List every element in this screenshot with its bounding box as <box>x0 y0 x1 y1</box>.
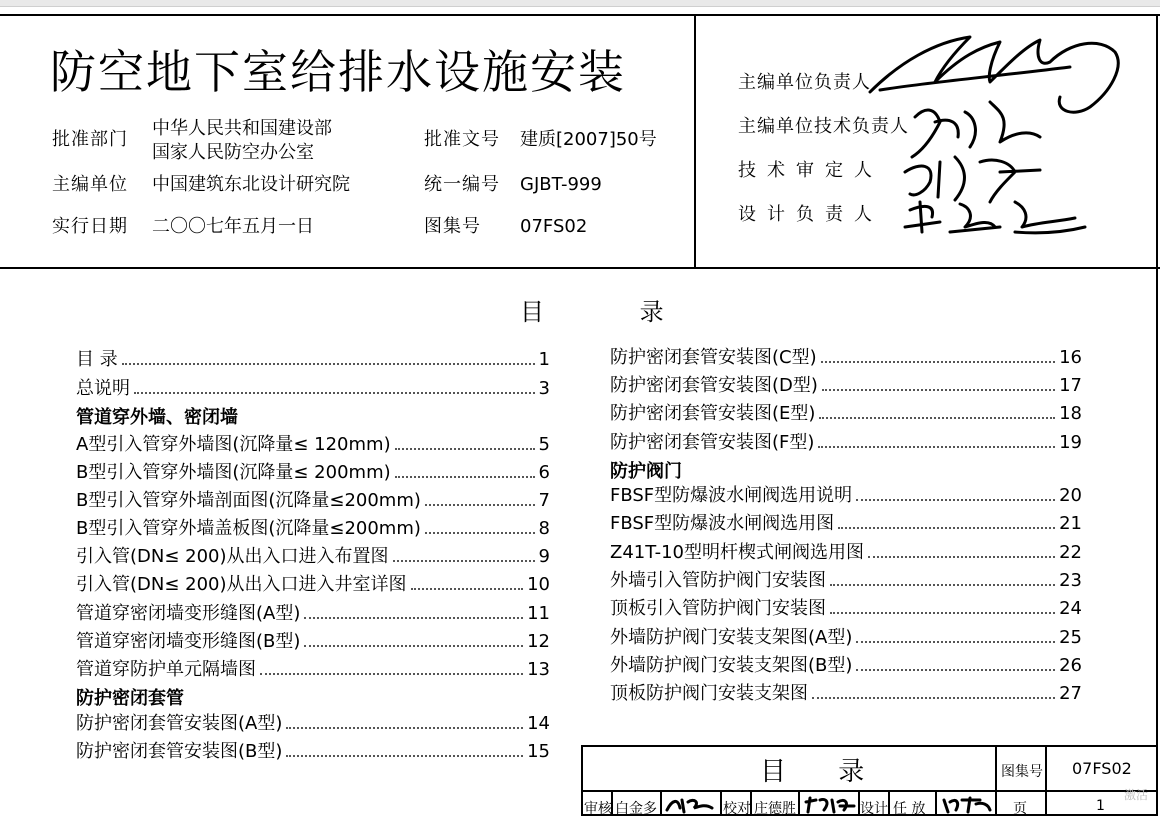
page-label: 页 <box>1013 801 1027 817</box>
toc-entry[interactable] <box>76 458 550 484</box>
approval-dept-line2: 国家人民防空办公室 <box>152 142 314 163</box>
toc-entry-label: 外墙防护阀门安装支架图(A型) <box>610 627 853 648</box>
atlas-title: 防空地下室给排水设施安装 <box>50 45 626 99</box>
leader-dots <box>395 476 535 478</box>
leader-dots <box>868 556 1055 558</box>
toc-entry[interactable] <box>76 570 550 596</box>
approval-no: 建质[2007]50号 <box>520 129 657 150</box>
leader-dots <box>818 446 1055 448</box>
atlas-no-label: 图集号 <box>424 216 481 237</box>
checker-name: 庄德胜 <box>754 801 796 817</box>
toc-entry[interactable] <box>610 679 1082 705</box>
leader-dots <box>838 527 1055 529</box>
toc-entry-page: 6 <box>538 462 550 483</box>
leader-dots <box>822 389 1055 391</box>
designer-name: 任 放 <box>893 801 926 817</box>
design-label: 设计 <box>860 801 888 817</box>
toc-heading: 目 录 <box>520 298 708 326</box>
leader-dots <box>830 612 1055 614</box>
toc-entry[interactable] <box>610 481 1082 507</box>
toc-entry-label: B型引入管穿外墙剖面图(沉降量≤200mm) <box>76 490 421 511</box>
toc-entry-label: 引入管(DN≤ 200)从出入口进入井室详图 <box>76 574 407 595</box>
toc-section-pipe-through-wall: 管道穿外墙、密闭墙 <box>76 407 238 428</box>
watermark: 激活 <box>1124 788 1149 802</box>
toc-entry-label: 管道穿密闭墙变形缝图(A型) <box>76 603 301 624</box>
toc-entry-label: 防护密闭套管安装图(F型) <box>610 432 815 453</box>
editor-unit-label: 主编单位 <box>52 174 128 195</box>
approval-no-label: 批准文号 <box>424 129 500 150</box>
leader-dots <box>286 727 523 729</box>
toc-entry-page: 19 <box>1059 432 1082 453</box>
toc-entry-page: 16 <box>1059 347 1082 368</box>
leader-dots <box>260 673 523 675</box>
toc-entry[interactable] <box>76 737 550 763</box>
title-block-atlas-label: 图集号 <box>1001 764 1043 780</box>
check-label: 校对 <box>723 801 751 817</box>
leader-dots <box>393 560 535 562</box>
toc-entry-page: 14 <box>527 713 550 734</box>
leader-dots <box>819 417 1055 419</box>
toc-entry-label: FBSF型防爆波水闸阀选用说明 <box>610 485 853 506</box>
toc-entry[interactable] <box>610 343 1082 369</box>
unified-no: GJBT-999 <box>520 174 602 195</box>
toc-entry-label: 管道穿密闭墙变形缝图(B型) <box>76 631 301 652</box>
toc-entry-label: 防护密闭套管安装图(B型) <box>76 741 283 762</box>
reviewer-name: 白金多 <box>615 801 657 817</box>
toc-section-protective-sleeve: 防护密闭套管 <box>76 688 184 709</box>
toc-entry[interactable] <box>76 709 550 735</box>
right-border <box>1156 14 1158 816</box>
toc-entry-label: Z41T-10型明杆楔式闸阀选用图 <box>610 542 864 563</box>
title-block-cell-sep <box>935 792 937 816</box>
toc-entry[interactable] <box>76 345 550 371</box>
toc-entry[interactable] <box>610 566 1082 592</box>
leader-dots <box>411 588 524 590</box>
toc-entry[interactable] <box>76 542 550 568</box>
toc-entry-page: 23 <box>1059 570 1082 591</box>
toc-entry[interactable] <box>610 509 1082 535</box>
leader-dots <box>856 641 1055 643</box>
top-strip <box>0 0 1160 7</box>
toc-entry[interactable] <box>76 374 550 400</box>
unified-no-label: 统一编号 <box>424 174 500 195</box>
toc-entry-page: 11 <box>527 603 550 624</box>
review-label: 审核 <box>584 801 612 817</box>
signature-design-head <box>905 202 1085 233</box>
toc-entry-page: 17 <box>1059 375 1082 396</box>
title-block-title: 目 录 <box>760 757 887 787</box>
toc-entry-page: 3 <box>538 378 550 399</box>
handwritten-signatures <box>840 22 1140 242</box>
toc-entry-page: 27 <box>1059 683 1082 704</box>
title-block-cell-sep <box>888 792 890 816</box>
toc-entry-page: 5 <box>538 434 550 455</box>
title-block-cell-sep <box>660 792 662 816</box>
toc-entry-page: 22 <box>1059 542 1082 563</box>
editor-unit: 中国建筑东北设计研究院 <box>152 174 350 195</box>
checker-signature <box>802 794 858 816</box>
toc-entry-page: 25 <box>1059 627 1082 648</box>
design-head-label: 设计负责人 <box>738 204 883 225</box>
title-block-vline <box>995 745 997 816</box>
toc-entry-label: B型引入管穿外墙图(沉降量≤ 200mm) <box>76 462 391 483</box>
toc-entry-label: 目 录 <box>76 349 118 370</box>
toc-entry[interactable] <box>76 430 550 456</box>
toc-entry-page: 9 <box>538 546 550 567</box>
signature-reviewer <box>905 157 1040 202</box>
toc-entry-label: 防护密闭套管安装图(C型) <box>610 347 817 368</box>
leader-dots <box>856 669 1055 671</box>
toc-entry-page: 7 <box>538 490 550 511</box>
leader-dots <box>395 448 535 450</box>
toc-entry-label: 防护密闭套管安装图(A型) <box>76 713 283 734</box>
leader-dots <box>304 645 523 647</box>
toc-entry[interactable] <box>76 514 550 540</box>
leader-dots <box>304 617 523 619</box>
toc-entry-label: 顶板防护阀门安装支架图 <box>610 683 808 704</box>
atlas-no: 07FS02 <box>520 216 588 237</box>
leader-dots <box>425 504 535 506</box>
toc-entry-page: 26 <box>1059 655 1082 676</box>
chief-unit-head-label: 主编单位负责人 <box>738 72 871 93</box>
tech-reviewer-label: 技术审定人 <box>738 160 883 181</box>
page-number: 1 <box>1096 798 1105 814</box>
toc-entry-label: 顶板引入管防护阀门安装图 <box>610 598 826 619</box>
toc-entry[interactable] <box>610 651 1082 677</box>
reviewer-signature <box>664 794 718 816</box>
toc-entry-label: 总说明 <box>76 378 130 399</box>
toc-entry-label: 管道穿防护单元隔墙图 <box>76 659 256 680</box>
toc-entry-page: 12 <box>527 631 550 652</box>
leader-dots <box>425 532 535 534</box>
toc-entry-page: 15 <box>527 741 550 762</box>
leader-dots <box>812 697 1055 699</box>
leader-dots <box>821 361 1055 363</box>
title-block-vline <box>1045 745 1047 816</box>
leader-dots <box>830 584 1055 586</box>
approval-dept-line1: 中华人民共和国建设部 <box>152 118 332 139</box>
toc-entry-page: 10 <box>527 574 550 595</box>
title-block-cell-sep <box>798 792 800 816</box>
toc-entry-label: 防护密闭套管安装图(D型) <box>610 375 818 396</box>
toc-entry-page: 20 <box>1059 485 1082 506</box>
toc-entry-page: 13 <box>527 659 550 680</box>
effective-date-label: 实行日期 <box>52 216 128 237</box>
approval-dept-label: 批准部门 <box>52 129 128 150</box>
signature-tech-head <box>912 102 1040 157</box>
toc-entry[interactable] <box>610 594 1082 620</box>
toc-entry[interactable] <box>610 623 1082 649</box>
toc-entry[interactable] <box>610 428 1082 454</box>
toc-entry-page: 21 <box>1059 513 1082 534</box>
toc-entry[interactable] <box>610 371 1082 397</box>
toc-entry-label: 引入管(DN≤ 200)从出入口进入布置图 <box>76 546 389 567</box>
toc-entry[interactable] <box>610 538 1082 564</box>
header-divider <box>694 14 696 269</box>
title-block-cell-sep <box>720 792 722 816</box>
toc-entry-label: 外墙引入管防护阀门安装图 <box>610 570 826 591</box>
title-block-atlas-no: 07FS02 <box>1072 759 1132 778</box>
toc-entry-page: 18 <box>1059 403 1082 424</box>
leader-dots <box>286 755 523 757</box>
toc-entry[interactable] <box>76 599 550 625</box>
leader-dots <box>856 499 1055 501</box>
toc-entry[interactable] <box>76 486 550 512</box>
title-block-divider <box>581 790 1158 792</box>
toc-entry-page: 24 <box>1059 598 1082 619</box>
toc-entry-label: FBSF型防爆波水闸阀选用图 <box>610 513 835 534</box>
designer-signature <box>940 794 994 816</box>
effective-date: 二〇〇七年五月一日 <box>152 216 314 237</box>
toc-entry[interactable] <box>610 399 1082 425</box>
leader-dots <box>134 392 535 394</box>
toc-entry-label: A型引入管穿外墙图(沉降量≤ 120mm) <box>76 434 391 455</box>
toc-entry-label: 外墙防护阀门安装支架图(B型) <box>610 655 853 676</box>
toc-entry-page: 1 <box>538 349 550 370</box>
toc-entry[interactable] <box>76 627 550 653</box>
toc-entry-label: B型引入管穿外墙盖板图(沉降量≤200mm) <box>76 518 421 539</box>
toc-entry-label: 防护密闭套管安装图(E型) <box>610 403 816 424</box>
toc-entry[interactable] <box>76 655 550 681</box>
toc-entry-page: 8 <box>538 518 550 539</box>
chief-unit-tech-head-label: 主编单位技术负责人 <box>738 116 909 137</box>
toc-section-protective-valve: 防护阀门 <box>610 461 682 482</box>
leader-dots <box>122 363 535 365</box>
